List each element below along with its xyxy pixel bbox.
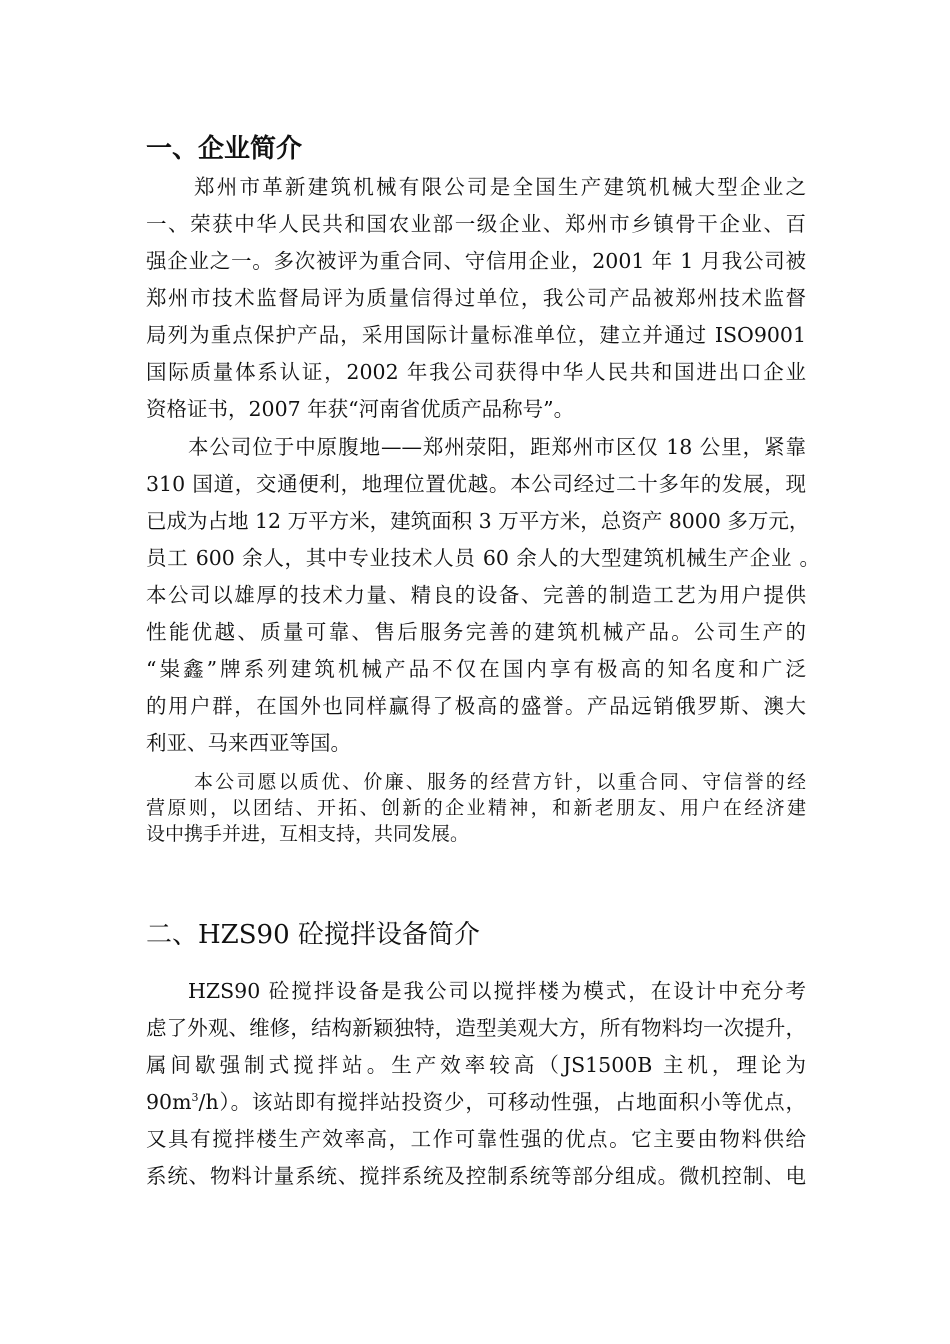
paragraph-line: 营原则，以团结、开拓、创新的企业精神，和新老朋友、用户在经济建 [146, 797, 806, 819]
paragraph-line: 已成为占地 12 万平方米，建筑面积 3 万平方米，总资产 8000 多万元， [146, 509, 810, 533]
paragraph-line: 局列为重点保护产品，采用国际计量标准单位，建立并通过 ISO9001 [146, 323, 806, 347]
unit-text: 90m [146, 1090, 192, 1114]
paragraph-line: 利亚、马来西亚等国。 [146, 731, 351, 755]
paragraph-line: 系统、物料计量系统、搅拌系统及控制系统等部分组成。微机控制、电 [146, 1164, 806, 1188]
section-2-heading: 二、HZS90 砼搅拌设备简介 [146, 920, 480, 950]
paragraph-line: 310 国道，交通便利，地理位置优越。本公司经过二十多年的发展，现 [146, 472, 806, 496]
paragraph-line: 性能优越、质量可靠、售后服务完善的建筑机械产品。公司生产的 [146, 620, 806, 644]
paragraph-line: 资格证书，2007 年获“河南省优质产品称号”。 [146, 397, 575, 421]
paragraph-line: HZS90 砼搅拌设备是我公司以搅拌楼为模式，在设计中充分考 [188, 979, 806, 1003]
paragraph-line: 员工 600 余人，其中专业技术人员 60 余人的大型建筑机械生产企业 。 [146, 546, 820, 570]
paragraph-line: 虑了外观、维修，结构新颖独特，造型美观大方，所有物料均一次提升， [146, 1016, 806, 1040]
superscript-text: 3 [191, 1091, 199, 1105]
paragraph-line: 又具有搅拌楼生产效率高，工作可靠性强的优点。它主要由物料供给 [146, 1127, 806, 1151]
paragraph-line: 本公司愿以质优、价廉、服务的经营方针，以重合同、守信誉的经 [194, 771, 806, 793]
paragraph-line: 强企业之一。多次被评为重合同、守信用企业，2001 年 1 月我公司被 [146, 249, 806, 273]
line-remainder-text: /h）。该站即有搅拌站投资少，可移动性强，占地面积小等优点， [198, 1090, 806, 1114]
section-1-heading: 一、企业简介 [146, 134, 303, 164]
paragraph-line: 郑州市技术监督局评为质量信得过单位，我公司产品被郑州技术监督 [146, 286, 806, 310]
paragraph-line: 本公司以雄厚的技术力量、精良的设备、完善的制造工艺为用户提供 [146, 583, 806, 607]
paragraph-line: 设中携手并进，互相支持，共同发展。 [146, 823, 470, 845]
paragraph-line: 本公司位于中原腹地——郑州荥阳，距郑州市区仅 18 公里，紧靠 [188, 435, 806, 459]
paragraph-line [146, 1090, 806, 1114]
paragraph-line: 郑州市革新建筑机械有限公司是全国生产建筑机械大型企业之 [194, 175, 806, 199]
paragraph-line: 国际质量体系认证，2002 年我公司获得中华人民共和国进出口企业 [146, 360, 806, 384]
paragraph-line: 的用户群，在国外也同样赢得了极高的盛誉。产品远销俄罗斯、澳大 [146, 694, 806, 718]
paragraph-line: 一、荣获中华人民共和国农业部一级企业、郑州市乡镇骨干企业、百 [146, 212, 806, 236]
paragraph-line: “粜鑫”牌系列建筑机械产品不仅在国内享有极高的知名度和广泛 [146, 657, 806, 681]
paragraph-line: 属间歇强制式搅拌站。生产效率较高（JS1500B 主机，理论为 [146, 1053, 806, 1077]
